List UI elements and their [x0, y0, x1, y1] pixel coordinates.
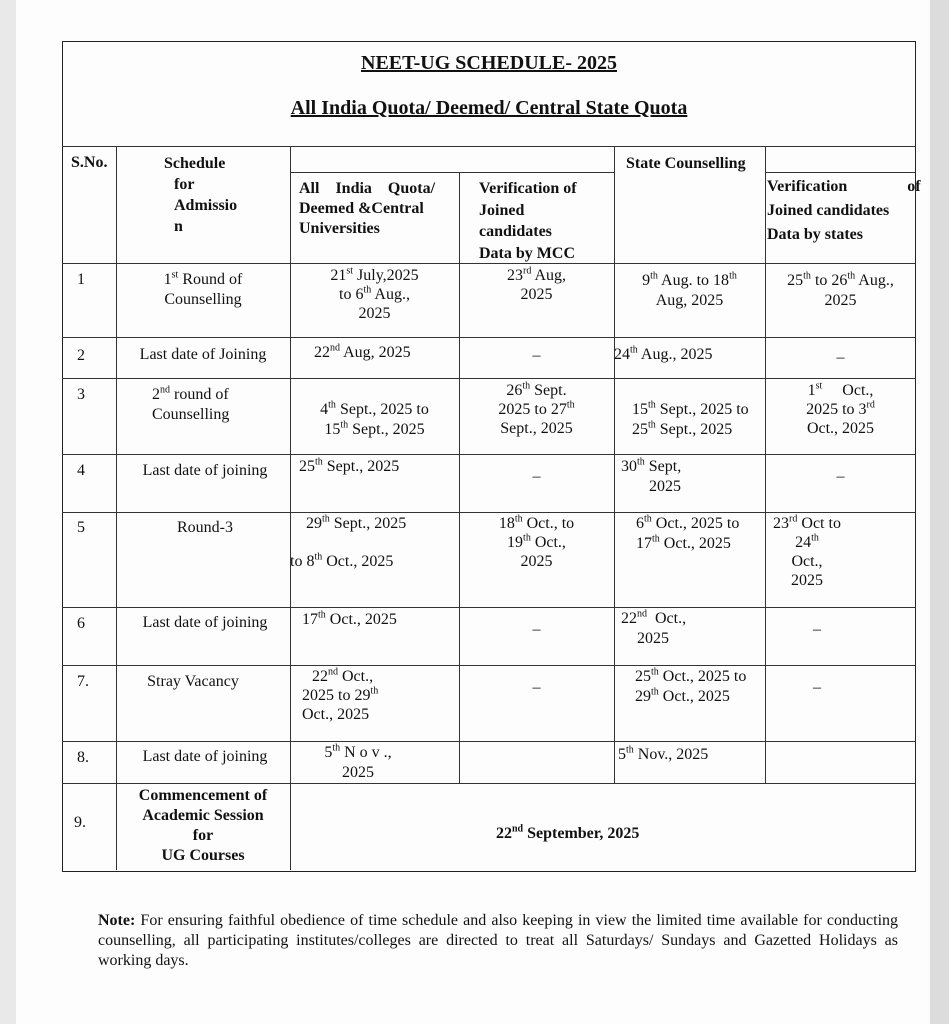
row-1-aiq: 21st July,2025 to 6th Aug., 2025 [330, 265, 419, 322]
row-3-aiq: 4th Sept., 2025 to 15th Sept., 2025 [320, 399, 429, 438]
row-5-aiq-line1: 29th Sept., 2025 [306, 513, 407, 532]
row-3-sno: 3 [77, 386, 85, 403]
row-1-state: 9th Aug. to 18th Aug, 2025 [642, 270, 737, 309]
col-divider [765, 146, 766, 783]
row-divider [62, 512, 916, 513]
row-5-schedule: Round-3 [177, 519, 233, 536]
row-2-verify-states: – [836, 349, 845, 366]
header-aiq: All India Quota/ Deemed &Central Universities [299, 180, 436, 237]
row-6-verify-mcc: – [532, 621, 541, 638]
note-text: For ensuring faithful obedience of time schedule and also keeping in view the limited time available for conducting counselling, all participating institutes/colleges are directed to treat all Saturdays/ Sundays and Gazetted Holidays as working days. [98, 912, 899, 969]
row-7-aiq: 22nd Oct., 2025 to 29th Oct., 2025 [302, 666, 379, 723]
row-1-verify-mcc: 23rd Aug, 2025 [506, 265, 566, 303]
row-9-schedule: Commencement of Academic Session for UG Courses [138, 787, 268, 864]
header-verify-mcc: Verification of Joined candidates Data by MCC [479, 180, 577, 262]
row-divider [62, 665, 916, 666]
row-5-state: 6th Oct., 2025 to 17th Oct., 2025 [636, 513, 740, 552]
row-1-verify-states: 25th to 26th Aug., 2025 [787, 270, 894, 309]
row-2-aiq: 22nd Aug, 2025 [314, 342, 411, 361]
row-2-schedule: Last date of Joining [139, 346, 267, 363]
row-6-verify-states: – [813, 621, 821, 638]
row-7-schedule: Stray Vacancy [147, 673, 239, 690]
page-title: NEET-UG SCHEDULE- 2025 [361, 52, 617, 74]
note-label: Note: [98, 912, 136, 929]
header-schedule: Schedule for Admissio n [164, 155, 238, 235]
row-divider [62, 378, 916, 379]
row-1-sno: 1 [77, 271, 85, 288]
row-6-state: 22nd Oct., 2025 [621, 608, 687, 647]
row-3-schedule: 2nd round of Counselling [152, 384, 230, 423]
row-7-sno: 7. [77, 673, 89, 690]
row-2-state: 24th Aug., 2025 [614, 344, 713, 363]
row-5-aiq-line2: to 8th Oct., 2025 [290, 551, 394, 570]
row-3-verify-mcc: 26th Sept. 2025 to 27th Sept., 2025 [498, 380, 575, 437]
row-4-schedule: Last date of joining [142, 462, 268, 479]
row-divider [62, 337, 916, 338]
row-5-verify-mcc: 18th Oct., to 19th Oct., 2025 [498, 513, 575, 570]
header-verify-states: Verification of Joined candidates Data by states [767, 178, 921, 243]
col-divider [614, 146, 615, 783]
header-sno: S.No. [71, 154, 108, 171]
page-edge-shadow [930, 0, 949, 1024]
row-8-schedule: Last date of joining [142, 748, 268, 765]
row-2-verify-mcc: – [532, 347, 541, 364]
col-divider [116, 146, 117, 870]
col-divider [459, 172, 460, 783]
row-5-verify-states: 23rd Oct to 24th Oct., 2025 [773, 513, 841, 589]
row-5-sno: 5 [77, 519, 85, 536]
row-2-sno: 2 [77, 347, 85, 364]
row-6-sno: 6 [77, 615, 85, 632]
row-9-commencement-date: 22nd September, 2025 [496, 823, 640, 842]
header-state-counselling: State Counselling [626, 155, 746, 172]
page-subtitle: All India Quota/ Deemed/ Central State Quota [290, 97, 688, 119]
header-span-divider [765, 172, 916, 173]
row-1-schedule: 1st Round of Counselling [163, 269, 243, 308]
row-7-verify-mcc: – [532, 679, 541, 696]
title-divider [62, 146, 916, 147]
row-3-state: 15th Sept., 2025 to 25th Sept., 2025 [632, 399, 749, 438]
row-4-state: 30th Sept, 2025 [621, 456, 682, 495]
row-6-aiq: 17th Oct., 2025 [302, 609, 397, 628]
row-3-verify-states: 1st Oct., 2025 to 3rd Oct., 2025 [806, 380, 875, 437]
row-4-sno: 4 [77, 462, 85, 479]
row-6-schedule: Last date of joining [142, 614, 268, 631]
row-7-verify-states: – [813, 679, 821, 696]
row-4-verify-states: – [836, 468, 845, 485]
row-divider [62, 783, 916, 784]
row-7-state: 25th Oct., 2025 to 29th Oct., 2025 [635, 666, 747, 705]
row-divider [62, 741, 916, 742]
note-paragraph [98, 911, 898, 971]
row-4-aiq: 25th Sept., 2025 [299, 456, 400, 475]
row-9-sno: 9. [74, 814, 86, 831]
row-8-sno: 8. [77, 749, 89, 766]
row-8-aiq: 5th N o v ., 2025 [324, 742, 392, 781]
row-divider [62, 607, 916, 608]
row-divider [62, 454, 916, 455]
header-span-divider [290, 172, 614, 173]
row-8-state: 5th Nov., 2025 [618, 744, 709, 763]
row-4-verify-mcc: – [532, 468, 541, 485]
